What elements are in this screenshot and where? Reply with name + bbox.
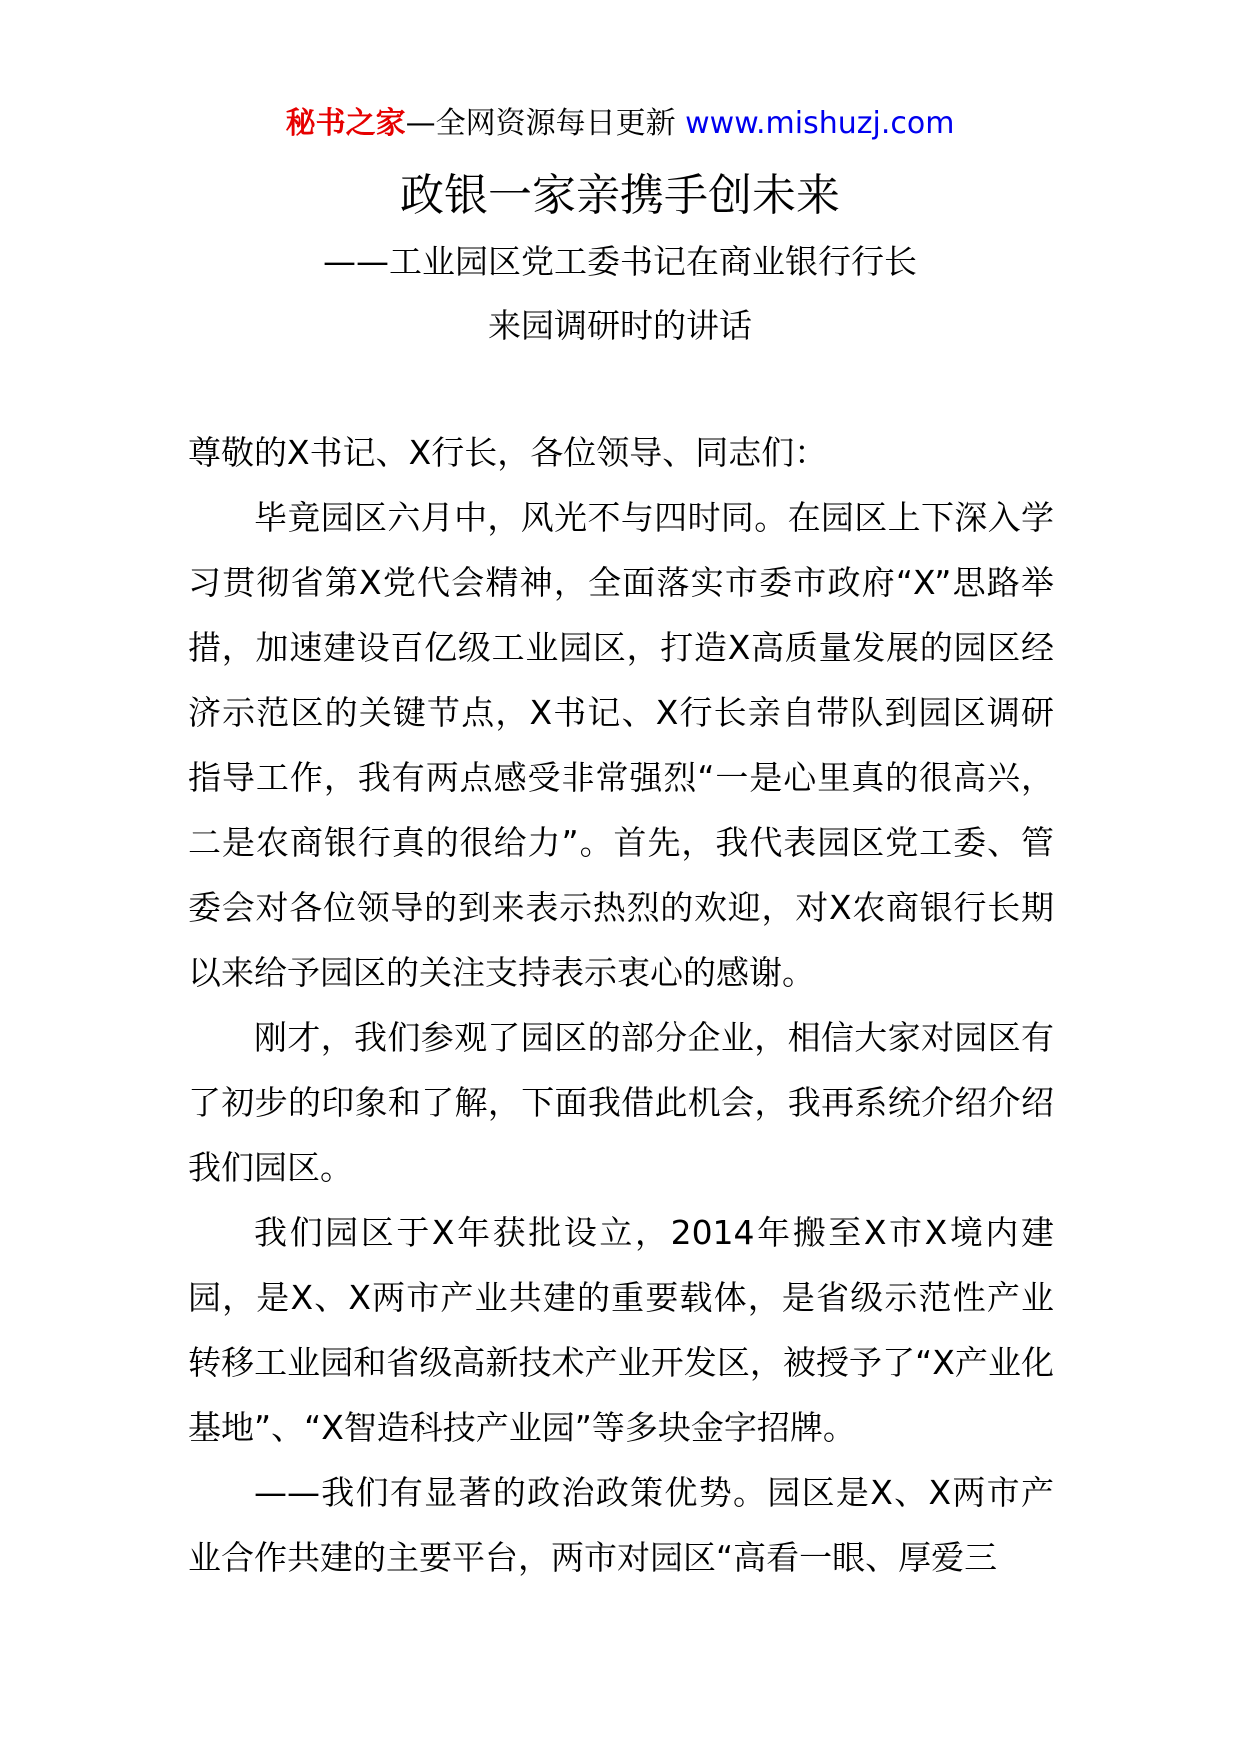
subtitle-line-1: ——工业园区党工委书记在商业银行行长 bbox=[323, 242, 917, 281]
document-title: 政银一家亲携手创未来 bbox=[400, 170, 840, 221]
paragraph: 毕竟园区六月中，风光不与四时同。在园区上下深入学习贯彻省第X党代会精神，全面落实市委市政府“X”思路举措，加速建设百亿级工业园区，打造X高质量发展的园区经济示范区的关键节点，X书记、X行长亲自带队到园区调研指导工作，我有两点感受非常强烈“一是心里真的很高兴，二是农商银行真的很给力”。首先，我代表园区党工委、管委会对各位领导的到来表示热烈的欢迎，对X农商银行长期以来给予园区的关注支持表示衷心的感谢。 bbox=[188, 498, 1054, 992]
site-url-link[interactable]: www.mishuzj.com bbox=[685, 106, 955, 141]
paragraph: 刚才，我们参观了园区的部分企业，相信大家对园区有了初步的印象和了解，下面我借此机会，我再系统介绍介绍我们园区。 bbox=[188, 1018, 1054, 1187]
site-tagline: —全网资源每日更新 bbox=[405, 106, 676, 141]
document-body bbox=[188, 420, 1054, 1590]
site-name: 秘书之家 bbox=[285, 106, 406, 141]
paragraph: 我们园区于X年获批设立，2014年搬至X市X境内建园，是X、X两市产业共建的重要载体，是省级示范性产业转移工业园和省级高新技术产业开发区，被授予了“X产业化基地”、“X智造科技产业园”等多块金字招牌。 bbox=[188, 1213, 1054, 1447]
subtitle-line-2: 来园调研时的讲话 bbox=[488, 306, 752, 345]
site-header bbox=[0, 100, 1240, 148]
document-subtitle bbox=[0, 230, 1240, 358]
salutation: 尊敬的X书记、X行长，各位领导、同志们： bbox=[188, 433, 828, 472]
paragraph: ——我们有显著的政治政策优势。园区是X、X两市产业合作共建的主要平台，两市对园区“高看一眼、厚爱三 bbox=[188, 1473, 1054, 1577]
